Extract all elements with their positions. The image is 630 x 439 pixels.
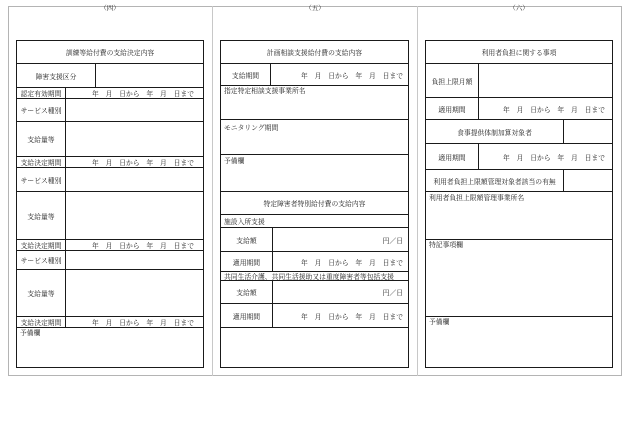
- service-type-row: [17, 250, 203, 269]
- meal-period-label: 適用期間: [426, 144, 479, 169]
- facility-period-value: 年 月 日から 年 月 日まで: [301, 259, 403, 267]
- monthly-limit-row: [426, 63, 612, 97]
- decision-period-row: [17, 316, 203, 327]
- meal-period-row: [426, 143, 612, 169]
- group-amount-row: [221, 280, 408, 303]
- cert-period-value: 年 月 日から 年 月 日まで: [92, 91, 194, 98]
- amount-label: 支給量等: [17, 122, 66, 156]
- facility-row: [221, 214, 408, 227]
- service-type-label: サービス種別: [17, 168, 66, 191]
- notes-row: [426, 316, 612, 367]
- facility-period-row: [221, 251, 408, 271]
- support-class-label: 障害支援区分: [17, 64, 96, 87]
- facility-label: 施設入所支援: [224, 219, 265, 226]
- service-type-row: [17, 98, 203, 121]
- group-amount-label: 支給額: [221, 281, 273, 303]
- facility-amount-row: [221, 227, 408, 251]
- special-notes-label: 特記事項欄: [429, 242, 463, 249]
- monitoring-label: モニタリング期間: [224, 125, 279, 132]
- meal-subsidy-row: [426, 119, 612, 143]
- consult-office-label: 指定特定相談支援事業所名: [224, 88, 306, 95]
- service-type-label: サービス種別: [17, 99, 66, 121]
- group-living-row: [221, 271, 408, 280]
- notes-row: [221, 154, 408, 191]
- group-period-value: 年 月 日から 年 月 日まで: [301, 313, 403, 321]
- decision-period-value: 年 月 日から 年 月 日まで: [92, 320, 194, 327]
- facility-amount-label: 支給額: [221, 228, 273, 251]
- special-benefit-title-row: [221, 191, 408, 214]
- monthly-limit-label: 負担上限月額: [426, 64, 479, 97]
- group-period-label: 適用期間: [221, 304, 273, 327]
- notes-label: 予備欄: [20, 330, 41, 337]
- limit-management-label: 利用者負担上限額管理対象者該当の有無: [426, 170, 564, 191]
- limit-period-row: [426, 97, 612, 119]
- monitoring-row: [221, 119, 408, 154]
- decision-period-label: 支給決定期間: [17, 157, 66, 167]
- decision-period-label: 支給決定期間: [17, 317, 66, 327]
- page6-title-row: [426, 41, 612, 63]
- page5-title: 計画相談支援給付費の支給内容: [266, 50, 363, 57]
- meal-period-value: 年 月 日から 年 月 日まで: [503, 154, 605, 162]
- group-amount-unit: 円／日: [382, 290, 403, 297]
- limit-management-value: [564, 170, 612, 191]
- page-separator: [417, 6, 418, 376]
- page5-title-row: [221, 41, 408, 63]
- meal-subsidy-label: 食事提供体制加算対象者: [426, 120, 564, 143]
- amount-label: 支給量等: [17, 270, 66, 316]
- page4-title: 訓練等給付費の支給決定内容: [65, 50, 155, 57]
- notes-label: 予備欄: [224, 158, 245, 165]
- monthly-limit-value: [479, 64, 612, 97]
- consult-office-row: [221, 85, 408, 119]
- page6-panel: [425, 40, 613, 368]
- notes-row: [17, 327, 203, 367]
- limit-management-office-label: 利用者負担上限額管理事業所名: [429, 195, 525, 202]
- page4-panel: [16, 40, 204, 368]
- amount-row: [17, 121, 203, 156]
- amount-row: [17, 269, 203, 316]
- page4-title-row: [17, 41, 203, 63]
- page6-number: （六）: [509, 5, 529, 12]
- meal-subsidy-value: [564, 120, 612, 143]
- decision-period-label: 支給決定期間: [17, 240, 66, 250]
- decision-period-value: 年 月 日から 年 月 日まで: [92, 243, 194, 250]
- page-separator: [212, 6, 213, 376]
- limit-period-label: 適用期間: [426, 98, 479, 119]
- service-type-label: サービス種別: [17, 251, 66, 269]
- facility-amount-unit: 円／日: [382, 237, 403, 245]
- decision-period-row: [17, 239, 203, 250]
- support-class-value: [96, 64, 203, 87]
- group-period-row: [221, 303, 408, 327]
- limit-period-value: 年 月 日から 年 月 日まで: [503, 106, 605, 114]
- blank-row: [221, 327, 408, 367]
- facility-period-label: 適用期間: [221, 252, 273, 271]
- page4-number: （四）: [100, 5, 120, 12]
- group-living-label: 共同生活介護、共同生活援助又は重度障害者等包括支援: [224, 274, 394, 281]
- special-notes-row: [426, 239, 612, 316]
- payment-period-label: 支給期間: [221, 64, 271, 85]
- support-class-row: [17, 63, 203, 87]
- service-type-row: [17, 167, 203, 191]
- cert-period-label: 認定有効期間: [17, 88, 66, 98]
- special-benefit-title: 特定障害者特別給付費の支給内容: [263, 201, 366, 208]
- page5-panel: [220, 40, 409, 368]
- page6-title: 利用者負担に関する事項: [481, 50, 557, 57]
- page5-number: （五）: [305, 5, 325, 12]
- cert-period-row: [17, 87, 203, 98]
- amount-label: 支給量等: [17, 192, 66, 239]
- decision-period-value: 年 月 日から 年 月 日まで: [92, 160, 194, 167]
- notes-label: 予備欄: [429, 319, 450, 326]
- payment-period-row: [221, 63, 408, 85]
- limit-management-row: [426, 169, 612, 191]
- payment-period-value: 年 月 日から 年 月 日まで: [301, 72, 403, 80]
- amount-row: [17, 191, 203, 239]
- decision-period-row: [17, 156, 203, 167]
- limit-management-office-row: [426, 191, 612, 239]
